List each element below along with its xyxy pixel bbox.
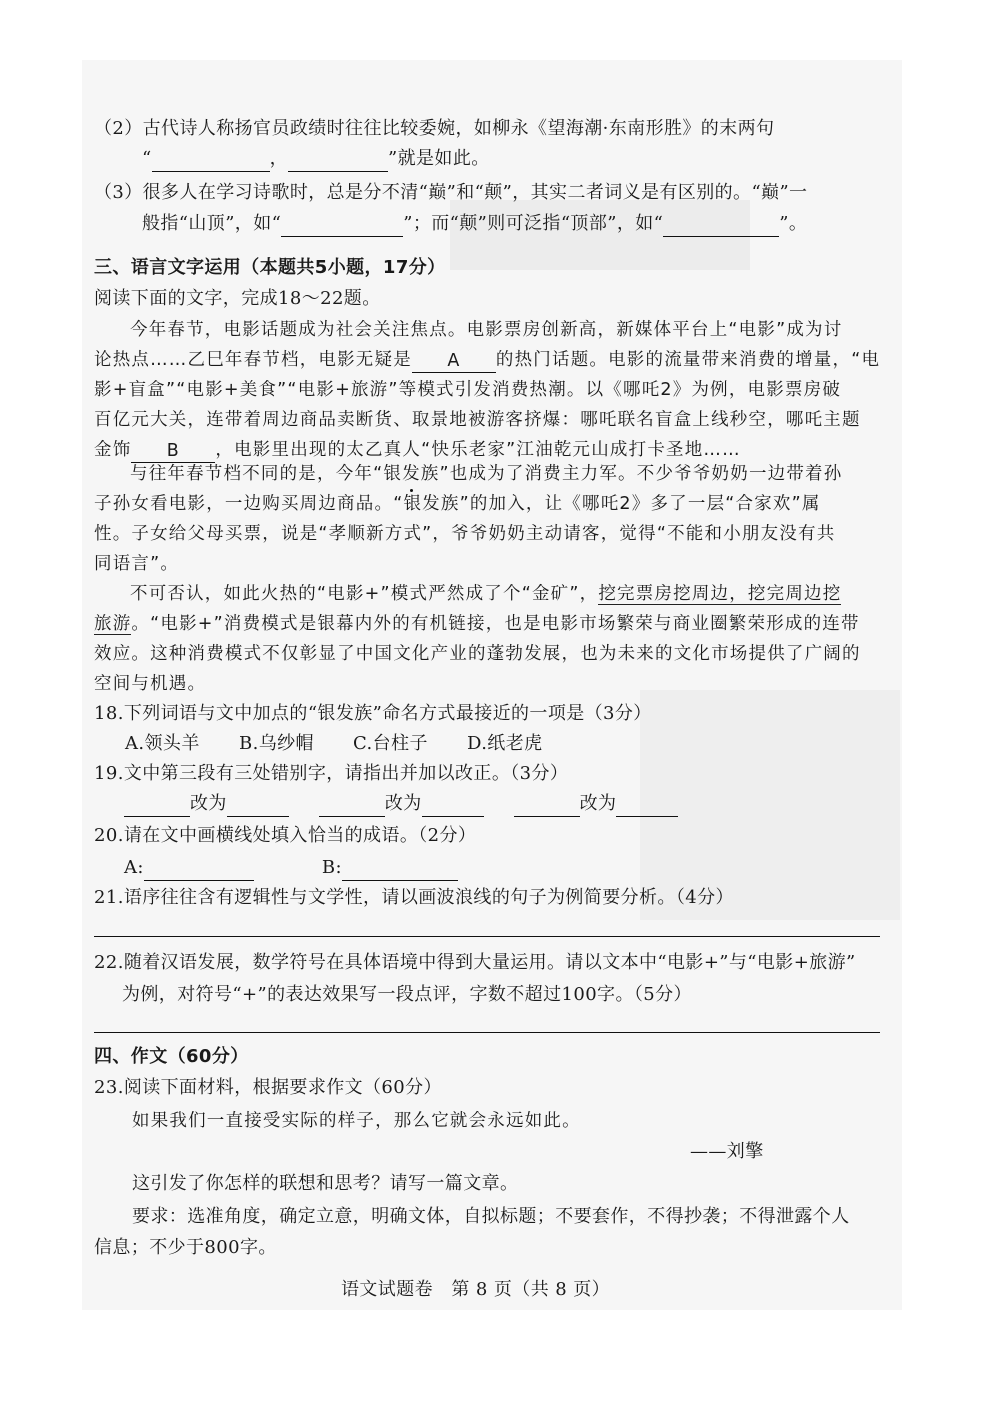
passage-text: 金饰 bbox=[94, 440, 132, 460]
wrong-char-blank[interactable] bbox=[514, 794, 580, 817]
answer-line[interactable] bbox=[94, 936, 880, 937]
page-footer: 语文试题卷 第 8 页（共 8 页） bbox=[341, 1279, 610, 1300]
section4-title: 四、作文（60分） bbox=[94, 1046, 249, 1067]
passage-text: 不可否认，如此火热的“电影+”模式严然成了个“金矿”， bbox=[130, 584, 599, 604]
idiom-blank-a[interactable] bbox=[144, 858, 254, 881]
passage-line: 效应。这种消费模式不仅彰显了中国文化产业的蓬勃发展，也为未来的文化市场提供了广阔的 bbox=[94, 644, 861, 664]
passage-text: ，电影里出现的太乙真人“快乐老家”江油乾元山成打卡圣地…… bbox=[215, 440, 741, 460]
q2-line1: （2）古代诗人称扬官员政绩时往往比较委婉，如柳永《望海潮·东南形胜》的末两句 bbox=[94, 118, 775, 139]
correct-char-blank[interactable] bbox=[616, 794, 678, 817]
passage-text: 的热门话题。电影的流量带来消费的增量，“电 bbox=[495, 350, 881, 370]
passage-line bbox=[94, 611, 860, 637]
passage-line: 影+盲盒”“电影+美食”“电影+旅游”等模式引发消费热潮。以《哪吒2》为例，电影票房破 bbox=[94, 380, 842, 400]
q3-text: ”。 bbox=[779, 213, 808, 234]
label-b: B: bbox=[321, 857, 342, 878]
label-a: A: bbox=[124, 857, 144, 878]
q18-stem: 18.下列词语与文中加点的“银发族”命名方式最接近的一项是（3分） bbox=[94, 703, 652, 724]
q20-stem: 20.请在文中画横线处填入恰当的成语。（2分） bbox=[94, 825, 477, 846]
q19-answers bbox=[124, 791, 678, 817]
blank-a[interactable]: A bbox=[412, 350, 496, 373]
section3-instruction: 阅读下面的文字，完成18～22题。 bbox=[94, 288, 381, 309]
essay-requirements: 要求：选准角度，确定立意，明确文体，自拟标题；不要套作，不得抄袭；不得泄露个人 bbox=[132, 1206, 850, 1227]
answer-blank[interactable] bbox=[288, 149, 388, 172]
q22-line2: 为例，对符号“+”的表达效果写一段点评，字数不超过100字。（5分） bbox=[122, 984, 692, 1005]
change-to-label: 改为 bbox=[384, 793, 422, 814]
wavy-sentence: 挖完票房挖周边，挖完周边挖 bbox=[598, 584, 842, 604]
quote-open: “ bbox=[142, 148, 152, 169]
passage-line: 同语言”。 bbox=[94, 554, 180, 574]
passage-text: 与往年春节档不同的是，今年“ bbox=[130, 464, 384, 484]
q22-line1: 22.随着汉语发展，数学符号在具体语境中得到大量运用。请以文本中“电影+”与“电影+旅游” bbox=[94, 952, 856, 973]
answer-blank[interactable] bbox=[152, 149, 270, 172]
q19-stem: 19.文中第三段有三处错别字，请指出并加以改正。（3分） bbox=[94, 763, 569, 784]
passage-line bbox=[94, 437, 741, 463]
q2-line2-end: ”就是如此。 bbox=[388, 148, 490, 169]
option-c[interactable]: C.台柱子 bbox=[353, 733, 428, 754]
option-d[interactable]: D.纸老虎 bbox=[467, 733, 543, 754]
correct-char-blank[interactable] bbox=[227, 794, 289, 817]
comma: ， bbox=[269, 148, 289, 169]
passage-line: 性。子女给父母买票，说是“孝顺新方式”，爷爷奶奶主动请客，觉得“不能和小朋友没有共 bbox=[94, 524, 836, 544]
q3-text: 般指“山顶”，如“ bbox=[142, 213, 282, 234]
q18-options bbox=[125, 731, 581, 757]
answer-blank[interactable] bbox=[281, 214, 403, 237]
essay-quote: 如果我们一直接受实际的样子，那么它就会永远如此。 bbox=[132, 1111, 581, 1131]
passage-text: 。“电影+”消费模式是银幕内外的有机链接，也是电影市场繁荣与商业圈繁荣形成的连带 bbox=[131, 614, 860, 634]
option-a[interactable]: A.领头羊 bbox=[125, 733, 200, 754]
blank-b[interactable]: B bbox=[131, 440, 215, 463]
passage-line: 百亿元大关，连带着周边商品卖断货、取景地被游客挤爆：哪吒联名盲盒上线秒空，哪吒主题 bbox=[94, 410, 861, 430]
option-b[interactable]: B.乌纱帽 bbox=[239, 733, 314, 754]
answer-line[interactable] bbox=[94, 1032, 880, 1033]
wrong-char-blank[interactable] bbox=[319, 794, 385, 817]
q3-text: ”；而“颠”则可泛指“顶部”，如“ bbox=[403, 213, 664, 234]
q23-stem: 23.阅读下面材料，根据要求作文（60分） bbox=[94, 1077, 442, 1098]
q3-line1: （3）很多人在学习诗歌时，总是分不清“巅”和“颠”，其实二者词义是有区别的。“巅”一 bbox=[94, 182, 808, 203]
passage-text: 论热点……乙巳年春节档，电影无疑是 bbox=[94, 350, 412, 370]
q20-answers bbox=[124, 855, 458, 881]
passage-text: ”也成为了消费主力军。不少爷爷奶奶一边带着孙 bbox=[439, 464, 843, 484]
wrong-char-blank[interactable] bbox=[124, 794, 190, 817]
essay-requirements: 信息；不少于800字。 bbox=[94, 1237, 277, 1258]
idiom-blank-b[interactable] bbox=[342, 858, 458, 881]
q2-line2 bbox=[142, 146, 490, 172]
answer-blank[interactable] bbox=[663, 214, 779, 237]
passage-line bbox=[130, 581, 841, 607]
passage-line: 今年春节，电影话题成为社会关注焦点。电影票房创新高，新媒体平台上“电影”成为讨 bbox=[130, 320, 843, 340]
dotted-term: 银发族 bbox=[383, 461, 439, 487]
wavy-sentence: 旅游 bbox=[94, 614, 132, 634]
change-to-label: 改为 bbox=[190, 793, 227, 814]
q21-stem: 21.语序往往含有逻辑性与文学性，请以画波浪线的句子为例简要分析。（4分） bbox=[94, 887, 734, 908]
passage-line: 子孙女看电影，一边购买周边商品。“银发族”的加入，让《哪吒2》多了一层“合家欢”属 bbox=[94, 494, 821, 514]
passage-line bbox=[130, 461, 842, 487]
section3-title: 三、语言文字运用（本题共5小题，17分） bbox=[94, 257, 446, 278]
essay-prompt: 这引发了你怎样的联想和思考？请写一篇文章。 bbox=[132, 1173, 519, 1194]
q3-line2 bbox=[142, 211, 807, 237]
correct-char-blank[interactable] bbox=[422, 794, 484, 817]
change-to-label: 改为 bbox=[579, 793, 617, 814]
quote-author: ——刘擎 bbox=[690, 1141, 764, 1162]
passage-line bbox=[94, 347, 880, 373]
passage-line: 空间与机遇。 bbox=[94, 674, 207, 694]
